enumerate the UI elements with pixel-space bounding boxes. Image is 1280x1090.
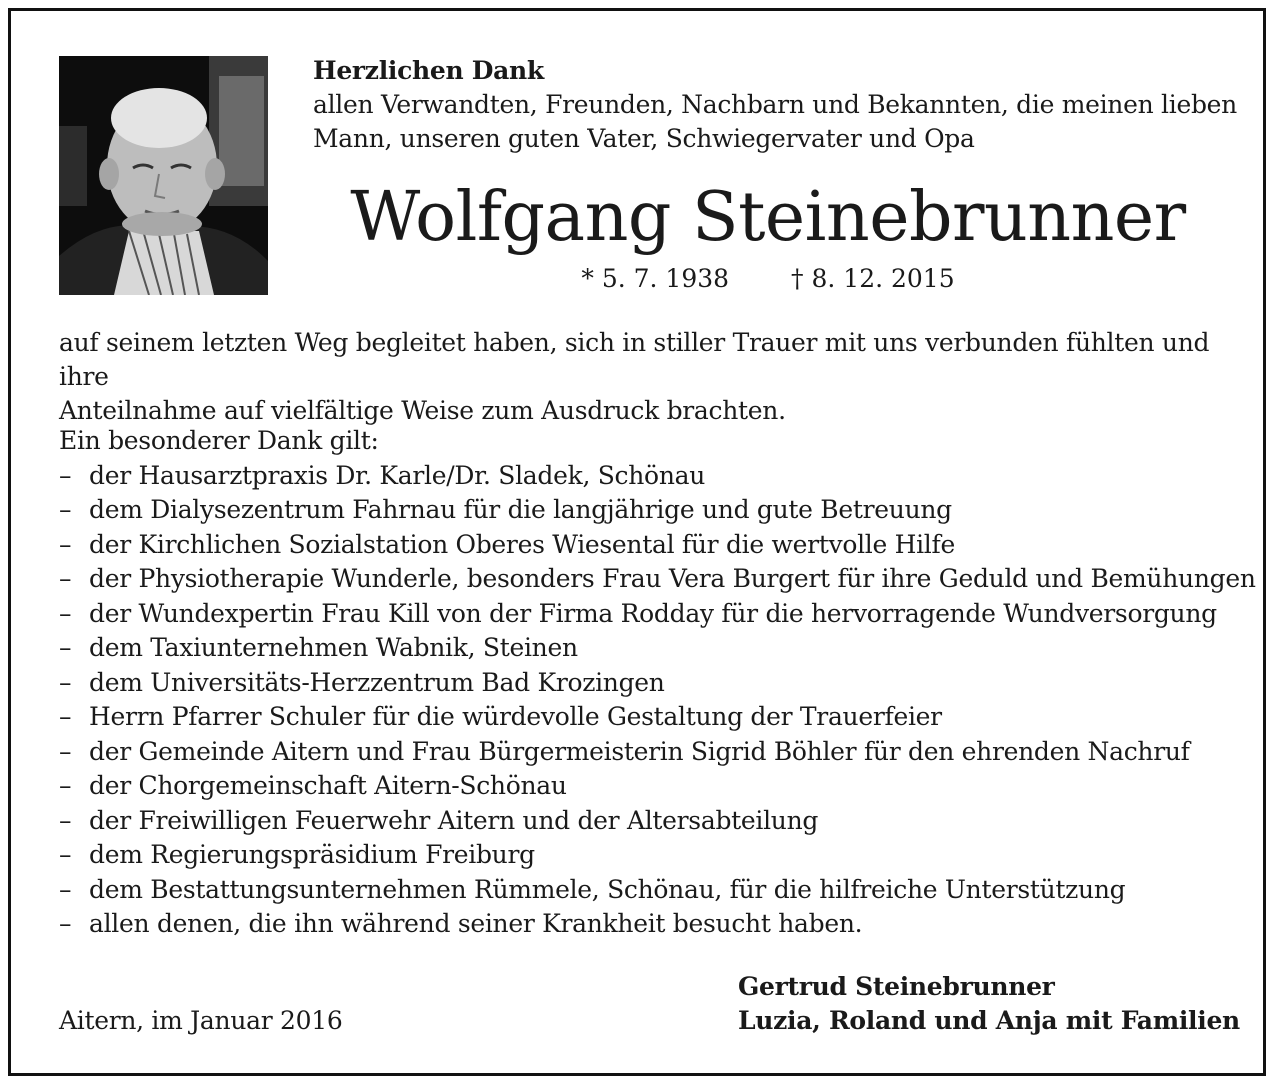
intro-line-1: allen Verwandten, Freunden, Nachbarn und Bekannten, die meinen lieben [313, 90, 1237, 119]
special-thanks [59, 424, 1256, 942]
life-dates [313, 262, 1223, 296]
list-item: – dem Regierungspräsidium Freiburg [59, 838, 1239, 873]
signer-2: Luzia, Roland und Anja mit Familien [738, 1006, 1240, 1035]
signers [738, 970, 1240, 1038]
list-item: – der Gemeinde Aitern und Frau Bürgermeisterin Sigrid Böhler für den ehrenden Nachruf [59, 735, 1239, 770]
thanks-list [59, 459, 1256, 942]
list-item: – der Wundexpertin Frau Kill von der Firma Rodday für die hervorragende Wundversorgung [59, 597, 1239, 632]
list-item: – dem Universitäts-Herzzentrum Bad Krozingen [59, 666, 1239, 701]
list-item: – dem Dialysezentrum Fahrnau für die langjährige und gute Betreuung [59, 493, 1239, 528]
intro-heading: Herzlichen Dank [313, 56, 544, 85]
list-item: – Herrn Pfarrer Schuler für die würdevolle Gestaltung der Trauerfeier [59, 700, 1239, 735]
list-item: – der Physiotherapie Wunderle, besonders Frau Vera Burgert für ihre Geduld und Bemühungen [59, 562, 1239, 597]
list-item: – dem Bestattungsunternehmen Rümmele, Schönau, für die hilfreiche Unterstützung [59, 873, 1239, 908]
intro-line-2: Mann, unseren guten Vater, Schwiegervater und Opa [313, 124, 975, 153]
place-date: Aitern, im Januar 2016 [59, 1006, 343, 1035]
thanks-paragraph [59, 326, 1239, 428]
death-date: † 8. 12. 2015 [791, 264, 955, 293]
list-item: – der Freiwilligen Feuerwehr Aitern und der Altersabteilung [59, 804, 1239, 839]
birth-date: * 5. 7. 1938 [581, 264, 730, 293]
list-item: – allen denen, die ihn während seiner Krankheit besucht haben. [59, 907, 1239, 942]
paragraph-line-1: auf seinem letzten Weg begleitet haben, sich in stiller Trauer mit uns verbunden fühlten und ihre [59, 328, 1210, 391]
list-item: – der Kirchlichen Sozialstation Oberes Wiesental für die wertvolle Hilfe [59, 528, 1239, 563]
intro-text [313, 54, 1243, 156]
portrait-photo [59, 56, 268, 295]
list-item: – der Chorgemeinschaft Aitern-Schönau [59, 769, 1239, 804]
signer-1: Gertrud Steinebrunner [738, 972, 1055, 1001]
deceased-name: Wolfgang Steinebrunner [350, 178, 1186, 257]
paragraph-line-2: Anteilnahme auf vielfältige Weise zum Ausdruck brachten. [59, 396, 786, 425]
list-item: – dem Taxiunternehmen Wabnik, Steinen [59, 631, 1239, 666]
special-thanks-heading: Ein besonderer Dank gilt: [59, 426, 379, 455]
list-item: – der Hausarztpraxis Dr. Karle/Dr. Sladek, Schönau [59, 459, 1239, 494]
